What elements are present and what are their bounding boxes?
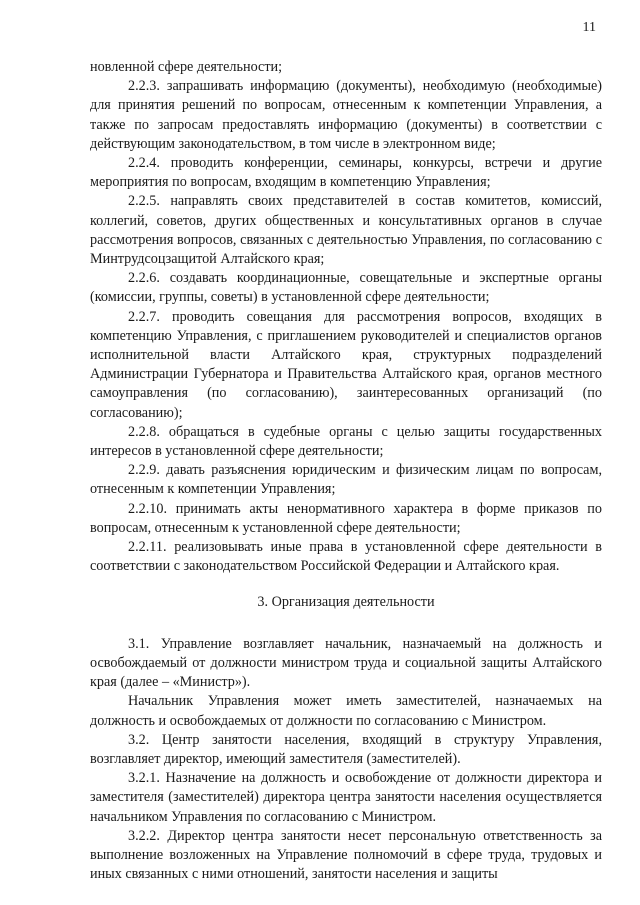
paragraph: 2.2.8. обращаться в судебные органы с целью защиты государственных интересов в установленной сфере деятельности; <box>90 423 602 460</box>
paragraph: 2.2.3. запрашивать информацию (документы), необходимую (необходимые) для принятия решений по вопросам, отнесенным к компетенции Управления, а также по запросам предоставлять информацию (документы) в соответствии с действующим законодательством, в том числе в электронном виде; <box>90 78 602 152</box>
paragraph: новленной сфере деятельности; <box>90 59 283 75</box>
paragraph: 3.2. Центр занятости населения, входящий в структуру Управления, возглавляет директор, имеющий заместителя (заместителей). <box>90 731 602 767</box>
paragraph: 3.2.1. Назначение на должность и освобождение от должности директора и заместителя (заместителей) директора центра занятости населения осуществляется начальником Управления по согласованию с Министром. <box>90 770 602 825</box>
paragraph: 3.2.2. Директор центра занятости несет персональную ответственность за выполнение возложенных на Управление полномочий в сфере труда, трудовых и иных связанных с ними отношений, занятости населения и защиты <box>90 827 602 883</box>
document-body <box>90 58 602 884</box>
paragraph: 2.2.5. направлять своих представителей в состав комитетов, комиссий, коллегий, советов, других общественных и консультативных органов в случае рассмотрения вопросов, связанных с деятельностью Управления, по согласованию с Минтрудсоцзащитой Алтайского края; <box>90 193 602 268</box>
paragraph: 2.2.9. давать разъяснения юридическим и физическим лицам по вопросам, отнесенным к компетенции Управления; <box>90 462 602 498</box>
paragraph: 2.2.11. реализовывать иные права в установленной сфере деятельности в соответствии с законодательством Российской Федерации и Алтайского края. <box>90 539 602 575</box>
paragraph: 2.2.10. принимать акты ненормативного характера в форме приказов по вопросам, отнесенным к установленной сфере деятельности; <box>90 500 602 536</box>
page-number: 11 <box>582 20 596 35</box>
paragraph: 2.2.4. проводить конференции, семинары, конкурсы, встречи и другие мероприятия по вопросам, входящим в компетенцию Управления; <box>90 155 602 191</box>
paragraph: 2.2.6. создавать координационные, совещательные и экспертные органы (комиссии, группы, советы) в установленной сфере деятельности; <box>90 270 602 306</box>
paragraph: Начальник Управления может иметь заместителей, назначаемых на должность и освобождаемых от должности по согласованию с Министром. <box>90 693 602 729</box>
paragraph: 3.1. Управление возглавляет начальник, назначаемый на должность и освобождаемый от должности министром труда и социальной защиты Алтайского края (далее – «Министр»). <box>90 635 602 691</box>
section-heading: 3. Организация деятельности <box>257 594 435 611</box>
paragraph: 2.2.7. проводить совещания для рассмотрения вопросов, входящих в компетенцию Управления, с приглашением руководителей и специалистов органов исполнительной власти Алтайского края, структурных подразделений Администрации Губернатора и Правительства Алтайского края, органов местного самоуправления (по согласованию), заинтересованных организаций (по согласованию); <box>90 308 602 421</box>
